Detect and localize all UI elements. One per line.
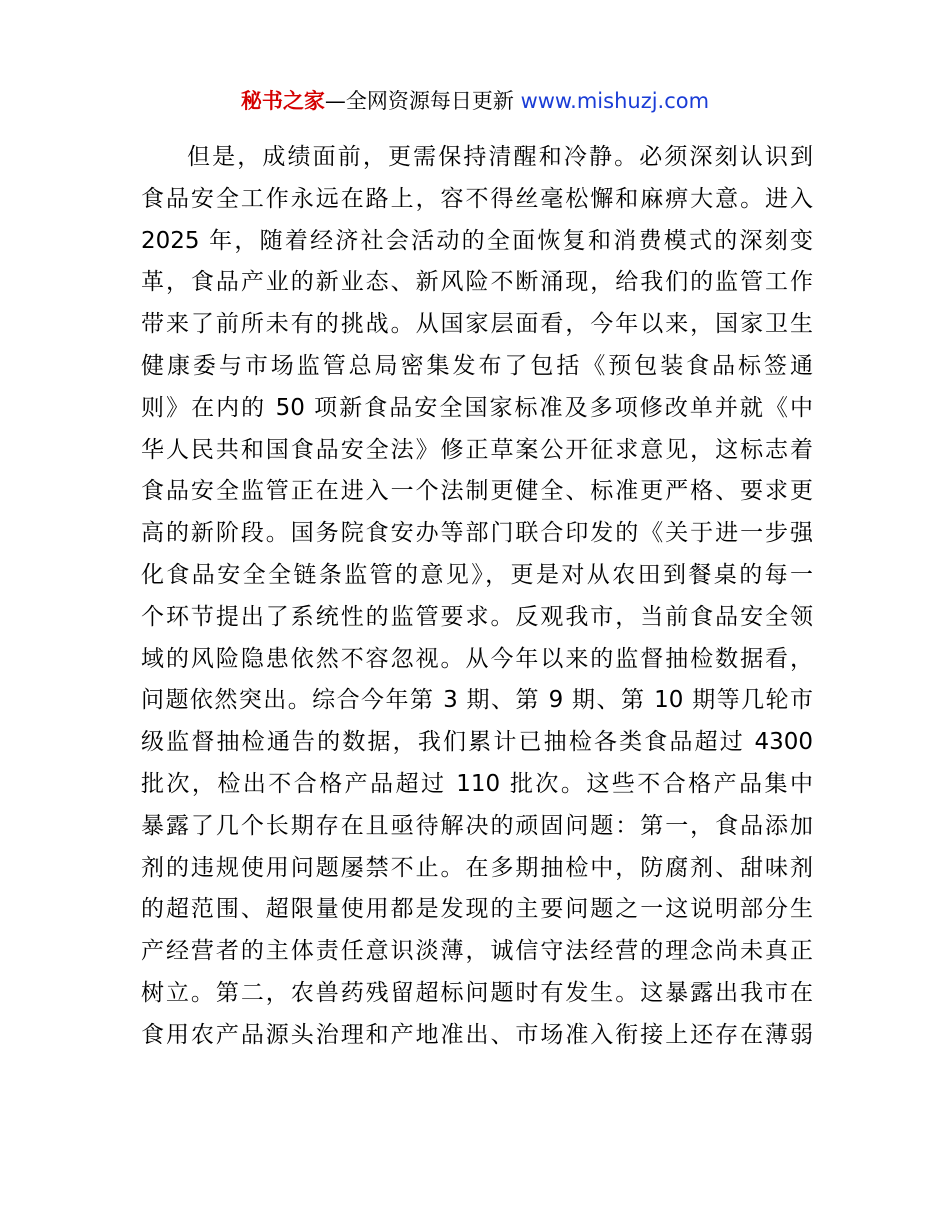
- paragraph-line: 个环节提出了系统性的监管要求。反观我市，当前食品安全领: [141, 603, 813, 630]
- header-url-link[interactable]: www.mishuzj.com: [520, 89, 710, 113]
- paragraph-line: 食用农产品源头治理和产地准出、市场准入衔接上还存在薄弱: [141, 1021, 813, 1048]
- paragraph-line: 批次，检出不合格产品超过 110 批次。这些不合格产品集中: [141, 770, 813, 797]
- page-header: [0, 84, 950, 118]
- paragraph-line: 华人民共和国食品安全法》修正草案公开征求意见，这标志着: [141, 436, 813, 463]
- paragraph-line: 级监督抽检通告的数据，我们累计已抽检各类食品超过 4300: [141, 729, 813, 756]
- paragraph-line: 高的新阶段。国务院食安办等部门联合印发的《关于进一步强: [141, 520, 813, 547]
- paragraph-line: 的超范围、超限量使用都是发现的主要问题之一这说明部分生: [141, 896, 813, 923]
- paragraph-line: 产经营者的主体责任意识淡薄，诚信守法经营的理念尚未真正: [141, 938, 813, 965]
- paragraph-line: 食品安全监管正在进入一个法制更健全、标准更严格、要求更: [141, 478, 813, 505]
- paragraph-line: 食品安全工作永远在路上，容不得丝毫松懈和麻痹大意。进入: [141, 185, 813, 212]
- paragraph-line: 但是，成绩面前，更需保持清醒和冷静。必须深刻认识到: [187, 144, 813, 170]
- paragraph-line: 健康委与市场监管总局密集发布了包括《预包装食品标签通: [141, 352, 813, 379]
- paragraph-line: 则》在内的 50 项新食品安全国家标准及多项修改单并就《中: [141, 394, 813, 421]
- paragraph-line: 暴露了几个长期存在且亟待解决的顽固问题：第一，食品添加: [141, 812, 813, 839]
- paragraph-line: 问题依然突出。综合今年第 3 期、第 9 期、第 10 期等几轮市: [141, 687, 813, 714]
- paragraph-line: 树立。第二，农兽药残留超标问题时有发生。这暴露出我市在: [141, 979, 813, 1006]
- paragraph-line: 2025 年，随着经济社会活动的全面恢复和消费模式的深刻变: [141, 227, 813, 254]
- paragraph-line: 域的风险隐患依然不容忽视。从今年以来的监督抽检数据看，: [141, 645, 813, 672]
- header-tagline: —全网资源每日更新: [324, 89, 514, 113]
- paragraph-line: 革，食品产业的新业态、新风险不断涌现，给我们的监管工作: [141, 269, 813, 296]
- paragraph-line: 带来了前所未有的挑战。从国家层面看，今年以来，国家卫生: [141, 311, 813, 338]
- header-brand: 秘书之家: [240, 89, 325, 113]
- paragraph-line: 剂的违规使用问题屡禁不止。在多期抽检中，防腐剂、甜味剂: [141, 854, 813, 881]
- document-body: [141, 137, 813, 1057]
- paragraph-line: 化食品安全全链条监管的意见》，更是对从农田到餐桌的每一: [141, 561, 813, 588]
